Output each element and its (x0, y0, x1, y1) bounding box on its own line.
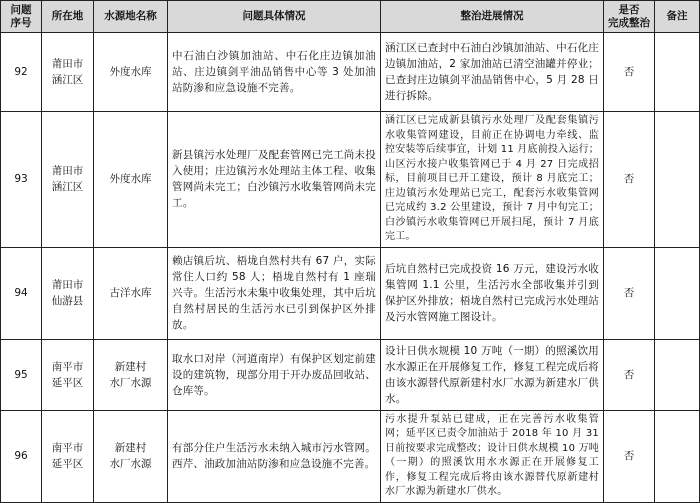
cell-done: 否 (604, 339, 655, 410)
cell-source: 新建村 水厂水源 (94, 339, 168, 410)
cell-progress: 污水提升泵站已建成，正在完善污水收集管网；延平区已责令加油站于 2018 年 10 月 31 日前按要求完成整改；设计日供水规模 10 万吨（一期）的照溪饮用水水源正在开展修复工作，修复工程完成后将由该水源替代原新建村水厂水源为新建水厂供水。 (381, 410, 604, 502)
cell-note (655, 339, 700, 410)
cell-done: 否 (604, 112, 655, 248)
header-row (1, 1, 700, 33)
cell-source: 外度水库 (94, 112, 168, 248)
header-location: 所在地 (42, 1, 94, 33)
header-progress: 整治进展情况 (381, 1, 604, 33)
cell-source: 外度水库 (94, 33, 168, 112)
cell-no: 93 (1, 112, 42, 248)
cell-progress: 后坑自然村已完成投资 16 万元，建设污水收集管网 1.1 公里，生活污水全部收集并引到保护区外排放；梧垅自然村已完成污水处理站及污水管网施工图设计。 (381, 247, 604, 339)
cell-no: 94 (1, 247, 42, 339)
cell-problem: 有部分住户生活污水未纳入城市污水管网。西芹、油政加油站防渗和应急设施不完善。 (168, 410, 381, 502)
cell-progress: 设计日供水规模 10 万吨（一期）的照溪饮用水水源正在开展修复工作，修复工程完成后将由该水源替代原新建村水厂水源为新建水厂供水。 (381, 339, 604, 410)
cell-location: 莆田市 涵江区 (42, 112, 94, 248)
header-source: 水源地名称 (94, 1, 168, 33)
cell-progress: 涵江区已查封中石油白沙镇加油站、中石化庄边镇加油站，2 家加油站已清空油罐并停业；已查封庄边镇剑平油品销售中心，5 月 28 日进行拆除。 (381, 33, 604, 112)
table-row (1, 339, 700, 410)
header-problem: 问题具体情况 (168, 1, 381, 33)
cell-note (655, 112, 700, 248)
cell-source: 新建村 水厂水源 (94, 410, 168, 502)
cell-location: 南平市 延平区 (42, 410, 94, 502)
cell-location: 南平市 延平区 (42, 339, 94, 410)
cell-no: 95 (1, 339, 42, 410)
cell-done: 否 (604, 33, 655, 112)
cell-done: 否 (604, 410, 655, 502)
cell-location: 莆田市 涵江区 (42, 33, 94, 112)
cell-problem: 新县镇污水处理厂及配套管网已完工尚未投入使用；庄边镇污水处理站主体工程、收集管网尚未完工；白沙镇污水收集管网尚未完工。 (168, 112, 381, 248)
header-no: 问题 序号 (1, 1, 42, 33)
header-note: 备注 (655, 1, 700, 33)
cell-problem: 赖店镇后坑、梧垅自然村共有 67 户，实际常住人口约 58 人；梧垅自然村有 1 座瑞兴寺。生活污水未集中收集处理，其中后坑自然村居民的生活污水已引到保护区外排放。 (168, 247, 381, 339)
table-row (1, 33, 700, 112)
cell-note (655, 247, 700, 339)
cell-no: 96 (1, 410, 42, 502)
cell-note (655, 410, 700, 502)
cell-source: 古洋水库 (94, 247, 168, 339)
cell-problem: 中石油白沙镇加油站、中石化庄边镇加油站、庄边镇剑平油品销售中心等 3 处加油站防渗和应急设施不完善。 (168, 33, 381, 112)
cell-problem: 取水口对岸（河道南岸）有保护区划定前建设的建筑物，现部分用于开办废品回收站、仓库等。 (168, 339, 381, 410)
cell-no: 92 (1, 33, 42, 112)
table-row (1, 410, 700, 502)
table-row (1, 112, 700, 248)
cell-location: 莆田市 仙游县 (42, 247, 94, 339)
cell-done: 否 (604, 247, 655, 339)
cell-note (655, 33, 700, 112)
cell-progress: 涵江区已完成新县镇污水处理厂及配套集镇污水收集管网建设，目前正在协调电力牵线、监控安装等后续事宜，计划 11 月底前投入运行；山区污水接户收集管网已于 4 月 27 日完成招标，目前项目已开工建设，预计 8 月底完工；庄边镇污水处理站已完工，配套污水收集管网已完成约 3.2 公里建设，预计 7 月中旬完工；白沙镇污水收集管网已开展扫尾，预计 7 月底完工。 (381, 112, 604, 248)
header-done: 是否 完成整治 (604, 1, 655, 33)
table-row (1, 247, 700, 339)
